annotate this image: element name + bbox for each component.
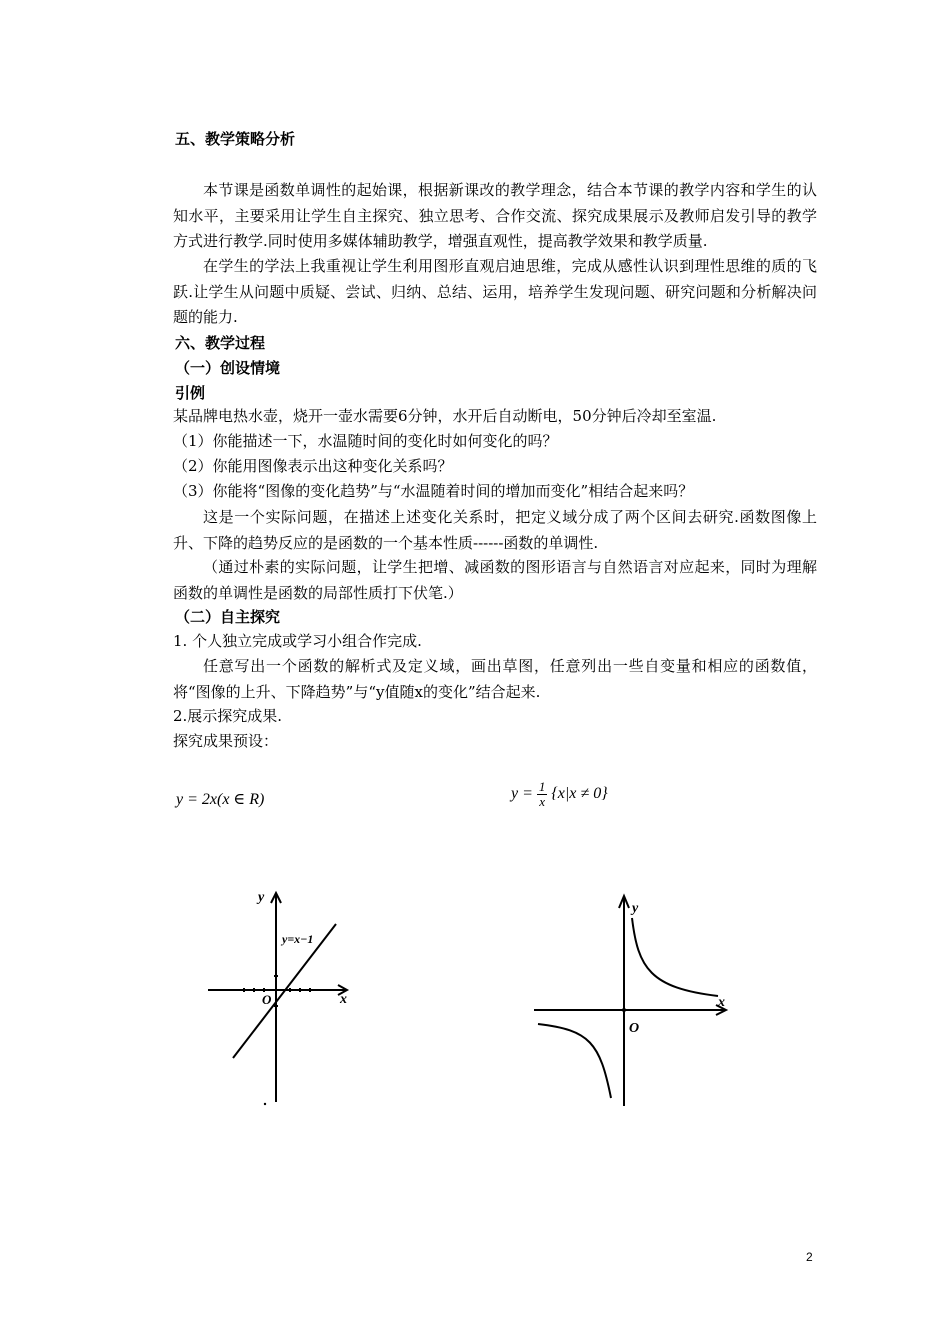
- preset-label: 探究成果预设：: [173, 732, 279, 750]
- strategy-paragraph-1: 本节课是函数单调性的起始课，根据新课改的教学理念，结合本节课的教学内容和学生的认知水平，主要采用让学生自主探究、独立思考、合作交流、探究成果展示及教师启发引导的教学方式进行教学.同时使用多媒体辅助教学，增强直观性，提高教学效果和教学质量.: [173, 181, 817, 250]
- analysis-paragraph: 这是一个实际问题，在描述上述变化关系时，把定义域分成了两个区间去研究.函数图像上升、下降的趋势反应的是函数的一个基本性质------函数的单调性.: [173, 508, 817, 552]
- task-item-1: 1. 个人独立完成或学习小组合作完成.: [173, 632, 422, 650]
- example-text: 某品牌电热水壶，烧开一壶水需要6分钟，水开后自动断电，50分钟后冷却至室温.: [173, 407, 717, 425]
- graph-linear-x-label: x: [340, 992, 347, 1007]
- graph-reciprocal-y-label: y: [632, 901, 639, 916]
- formula-fraction: [537, 780, 548, 809]
- graph-linear-line-label: y=x−1: [282, 932, 314, 946]
- question-1: （1）你能描述一下，水温随时间的变化时如何变化的吗？: [173, 432, 558, 450]
- question-3: （3）你能将“图像的变化趋势”与“水温随着时间的增加而变化”相结合起来吗？: [173, 482, 694, 500]
- section-5-heading: 五、教学策略分析: [175, 130, 296, 148]
- formula-reciprocal-suffix: {x|x ≠ 0}: [551, 785, 608, 803]
- note-paragraph: （通过朴素的实际问题，让学生把增、减函数的图形语言与自然语言对应起来，同时为理解函数的单调性是函数的局部性质打下伏笔.）: [173, 558, 817, 602]
- reciprocal-branch-positive: [632, 918, 718, 996]
- graph-reciprocal: [530, 888, 740, 1113]
- formula-reciprocal: [511, 780, 608, 809]
- question-2: （2）你能用图像表示出这种变化关系吗？: [173, 457, 453, 475]
- task-item-2: 2.展示探究成果.: [173, 707, 283, 725]
- formula-linear: y = 2x(x ∈ R): [176, 791, 265, 808]
- strategy-paragraph-2: 在学生的学法上我重视让学生利用图形直观启迪思维，完成从感性认识到理性思维的质的飞跃.让学生从问题中质疑、尝试、归纳、总结、运用，培养学生发现问题、研究问题和分析解决问题的能力.: [173, 257, 817, 326]
- graph-reciprocal-x-label: x: [718, 995, 725, 1010]
- task-paragraph: 任意写出一个函数的解析式及定义域，画出草图，任意列出一些自变量和相应的函数值，将“图像的上升、下降趋势”与“y值随x的变化”结合起来.: [173, 657, 817, 701]
- graph-linear-origin: O: [262, 992, 272, 1007]
- subsection-1-heading: （一）创设情境: [175, 359, 281, 377]
- example-label: 引例: [175, 384, 206, 402]
- graph-linear: [200, 880, 360, 1110]
- formula-reciprocal-prefix: y =: [511, 785, 533, 803]
- fraction-numerator: 1: [538, 779, 546, 794]
- graph-linear-y-label: y: [258, 890, 265, 905]
- fraction-denominator: x: [539, 794, 546, 809]
- reciprocal-branch-negative: [538, 1024, 611, 1098]
- section-6-heading: 六、教学过程: [175, 334, 266, 352]
- graph-reciprocal-origin: O: [629, 1021, 640, 1036]
- subsection-2-heading: （二）自主探究: [175, 608, 281, 626]
- page-number: 2: [806, 1250, 813, 1264]
